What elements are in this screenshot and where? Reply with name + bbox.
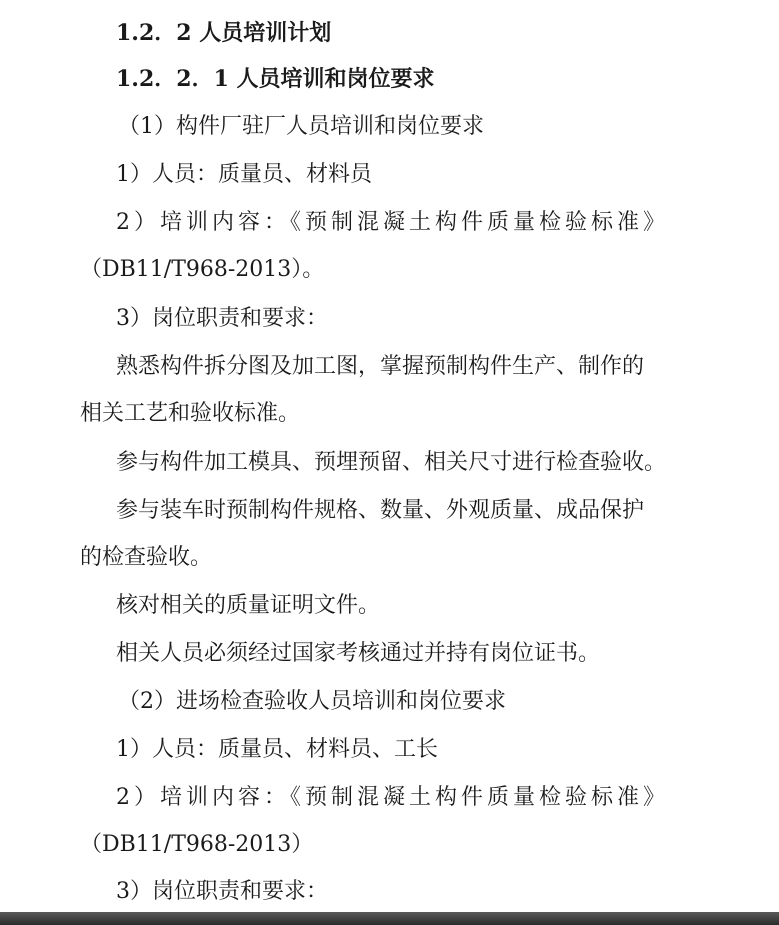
section-1-title: （1）构件厂驻厂人员培训和岗位要求 xyxy=(118,114,484,139)
s2-duties-title: 3）岗位职责和要求： xyxy=(116,879,328,904)
section-heading-1-2-2-1: 1.2．2．1 人员培训和岗位要求 xyxy=(116,66,435,92)
s1-duty-5: 相关人员必须经过国家考核通过并持有岗位证书。 xyxy=(116,641,601,666)
s1-training-content: 2）培训内容：《预制混凝土构件质量检验标准》 xyxy=(116,210,669,235)
s1-duty-1-line2: 相关工艺和验收标准。 xyxy=(80,401,301,426)
s1-duties-title: 3）岗位职责和要求： xyxy=(116,306,328,331)
s1-personnel: 1）人员：质量员、材料员 xyxy=(116,162,372,187)
s2-training-content: 2）培训内容：《预制混凝土构件质量检验标准》 xyxy=(116,785,669,810)
s1-duty-3-line2: 的检查验收。 xyxy=(80,545,213,570)
s1-duty-1-line1: 熟悉构件拆分图及加工图，掌握预制构件生产、制作的 xyxy=(116,354,645,379)
s1-training-standard: （DB11/T968-2013）。 xyxy=(80,257,325,282)
s2-personnel: 1）人员：质量员、材料员、工长 xyxy=(116,737,438,762)
section-2-title: （2）进场检查验收人员培训和岗位要求 xyxy=(118,689,506,714)
viewer-bottom-edge xyxy=(0,912,779,925)
s1-duty-3-line1: 参与装车时预制构件规格、数量、外观质量、成品保护 xyxy=(116,498,645,523)
s2-training-standard: （DB11/T968-2013） xyxy=(80,832,314,857)
s1-duty-2: 参与构件加工模具、预埋预留、相关尺寸进行检查验收。 xyxy=(116,450,667,475)
s1-duty-4: 核对相关的质量证明文件。 xyxy=(116,593,381,618)
section-heading-1-2-2: 1.2．2 人员培训计划 xyxy=(116,20,332,46)
